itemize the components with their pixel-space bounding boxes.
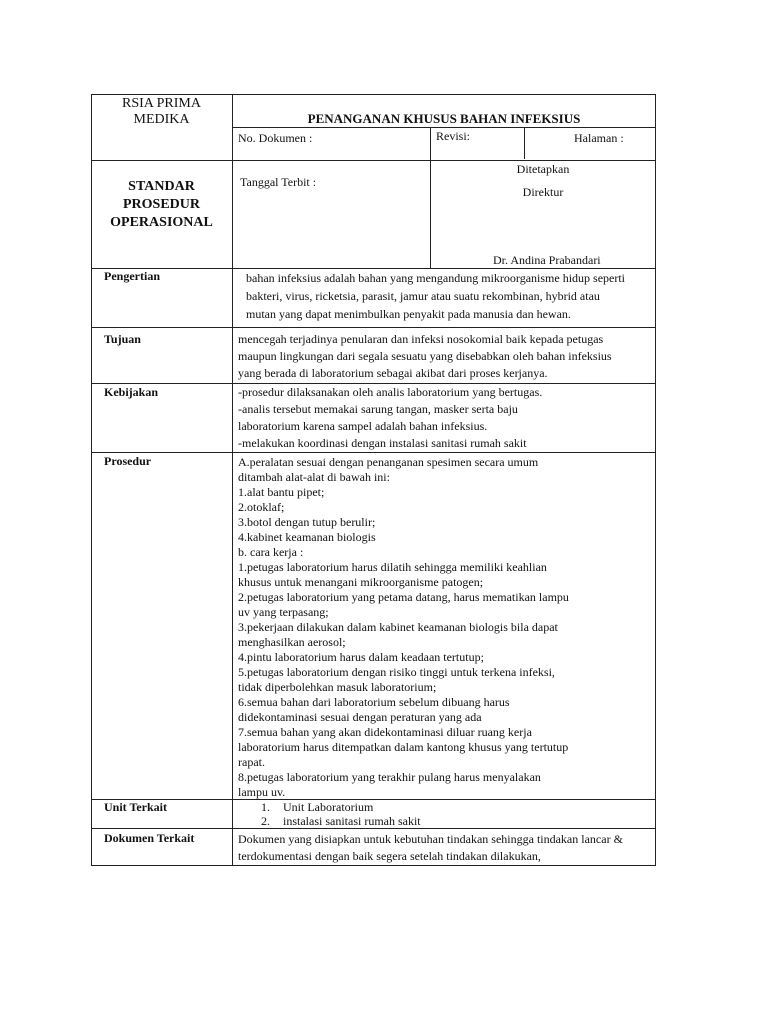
prosedur-line: laboratorium harus ditempatkan dalam kantong khusus yang tertutup: [238, 740, 569, 754]
director-label: Direktur: [522, 185, 564, 199]
pengertian-divider: [91, 327, 656, 328]
title-row-divider: [232, 127, 656, 128]
unit-terkait-item: [261, 800, 373, 815]
sop-heading-line-1: STANDAR: [128, 179, 195, 194]
tujuan-text: [238, 331, 643, 382]
header-row-divider: [91, 160, 656, 161]
pengertian-text: [246, 269, 625, 323]
kebijakan-text: [238, 384, 542, 452]
tujuan-label: Tujuan: [104, 332, 141, 346]
tujuan-line: maupun lingkungan dari segala sesuatu yang disebabkan oleh bahan infeksius: [238, 349, 612, 363]
prosedur-line: ditambah alat-alat di bawah ini:: [238, 470, 390, 484]
prosedur-line: 7.semua bahan yang akan didekontaminasi diluar ruang kerja: [238, 725, 532, 739]
kebijakan-line: -prosedur dilaksanakan oleh analis laboratorium yang bertugas.: [238, 385, 543, 399]
prosedur-line: 8.petugas laboratorium yang terakhir pulang harus menyalakan: [238, 770, 541, 784]
dokumen-terkait-line: terdokumentasi dengan baik segera setelah tindakan dilakukan,: [238, 849, 541, 863]
prosedur-line: 3.pekerjaan dilakukan dalam kabinet keamanan biologis bila dapat: [238, 620, 558, 634]
prosedur-line: b. cara kerja :: [238, 545, 304, 559]
tujuan-line: yang berada di laboratorium sebagai akibat dari proses kerjanya.: [238, 366, 548, 380]
prosedur-label: Prosedur: [104, 454, 152, 468]
unit-terkait-label: Unit Terkait: [104, 800, 168, 814]
column-divider: [232, 94, 233, 866]
prosedur-line: 1.petugas laboratorium harus dilatih sehingga memiliki keahlian: [238, 560, 547, 574]
sop-heading: [91, 178, 232, 232]
kebijakan-divider: [91, 452, 656, 453]
prosedur-line: menghasilkan aerosol;: [238, 635, 346, 649]
dokumen-terkait-label: Dokumen Terkait: [104, 831, 195, 845]
prosedur-line: 5.petugas laboratorium dengan risiko tinggi untuk terkena infeksi,: [238, 665, 555, 679]
revision-label: Revisi:: [436, 129, 471, 143]
prosedur-line: 2.petugas laboratorium yang petama datang, harus mematikan lampu: [238, 590, 569, 604]
hospital-name: [91, 96, 232, 128]
director-name: Dr. Andina Prabandari: [493, 253, 601, 267]
unit-terkait-number: 2.: [261, 814, 270, 828]
prosedur-line: 3.botol dengan tutup berulir;: [238, 515, 376, 529]
page-label: Halaman :: [574, 131, 624, 145]
revision-divider: [524, 127, 525, 159]
prosedur-line: 1.alat bantu pipet;: [238, 485, 325, 499]
kebijakan-line: -melakukan koordinasi dengan instalasi sanitasi rumah sakit: [238, 436, 527, 450]
prosedur-line: 6.semua bahan dari laboratorium sebelum dibuang harus: [238, 695, 510, 709]
prosedur-line: khusus untuk menangani mikroorganisme patogen;: [238, 575, 484, 589]
sop-heading-line-3: OPERASIONAL: [110, 215, 213, 230]
pengertian-line: bakteri, virus, ricketsia, parasit, jamur atau suatu rekombinan, hybrid atau: [246, 289, 600, 303]
prosedur-line: didekontaminasi sesuai dengan peraturan yang ada: [238, 710, 482, 724]
prosedur-line: rapat.: [238, 755, 265, 769]
kebijakan-label: Kebijakan: [104, 385, 159, 399]
pengertian-label: Pengertian: [104, 269, 160, 283]
prosedur-line: 2.otoklaf;: [238, 500, 285, 514]
unit-terkait-item: [261, 814, 421, 829]
unit-terkait-text: instalasi sanitasi rumah sakit: [283, 814, 421, 828]
hospital-name-line-1: RSIA PRIMA: [122, 96, 201, 111]
doc-no-label: No. Dokumen :: [238, 131, 313, 145]
issue-date-label: Tanggal Terbit :: [240, 175, 317, 189]
tujuan-line: mencegah terjadinya penularan dan infeksi nosokomial baik kepada petugas: [238, 332, 604, 346]
unit-terkait-number: 1.: [261, 800, 270, 814]
prosedur-text: [238, 455, 569, 800]
pengertian-line: mutan yang dapat menimbulkan penyakit pada manusia dan hewan.: [246, 307, 571, 321]
prosedur-line: uv yang terpasang;: [238, 605, 329, 619]
sop-heading-line-2: PROSEDUR: [122, 197, 200, 212]
pengertian-line: bahan infeksius adalah bahan yang mengandung mikroorganisme hidup seperti: [246, 271, 626, 285]
prosedur-line: 4.pintu laboratorium harus dalam keadaan tertutup;: [238, 650, 484, 664]
prosedur-line: A.peralatan sesuai dengan penanganan spesimen secara umum: [238, 455, 539, 469]
hospital-name-line-2: MEDIKA: [133, 112, 190, 127]
prosedur-line: 4.kabinet keamanan biologis: [238, 530, 376, 544]
kebijakan-line: -analis tersebut memakai sarung tangan, masker serta baju: [238, 402, 518, 416]
approved-label: Ditetapkan: [516, 162, 570, 176]
dokumen-terkait-text: [238, 831, 623, 865]
dokumen-terkait-line: Dokumen yang disiapkan untuk kebutuhan tindakan sehingga tindakan lancar &: [238, 832, 623, 846]
prosedur-line: tidak diperbolehkan masuk laboratorium;: [238, 680, 437, 694]
prosedur-line: lampu uv.: [238, 785, 286, 799]
kebijakan-line: laboratorium karena sampel adalah bahan infeksius.: [238, 419, 488, 433]
document-title: PENANGANAN KHUSUS BAHAN INFEKSIUS: [307, 111, 581, 126]
unit-terkait-text: Unit Laboratorium: [283, 800, 374, 814]
